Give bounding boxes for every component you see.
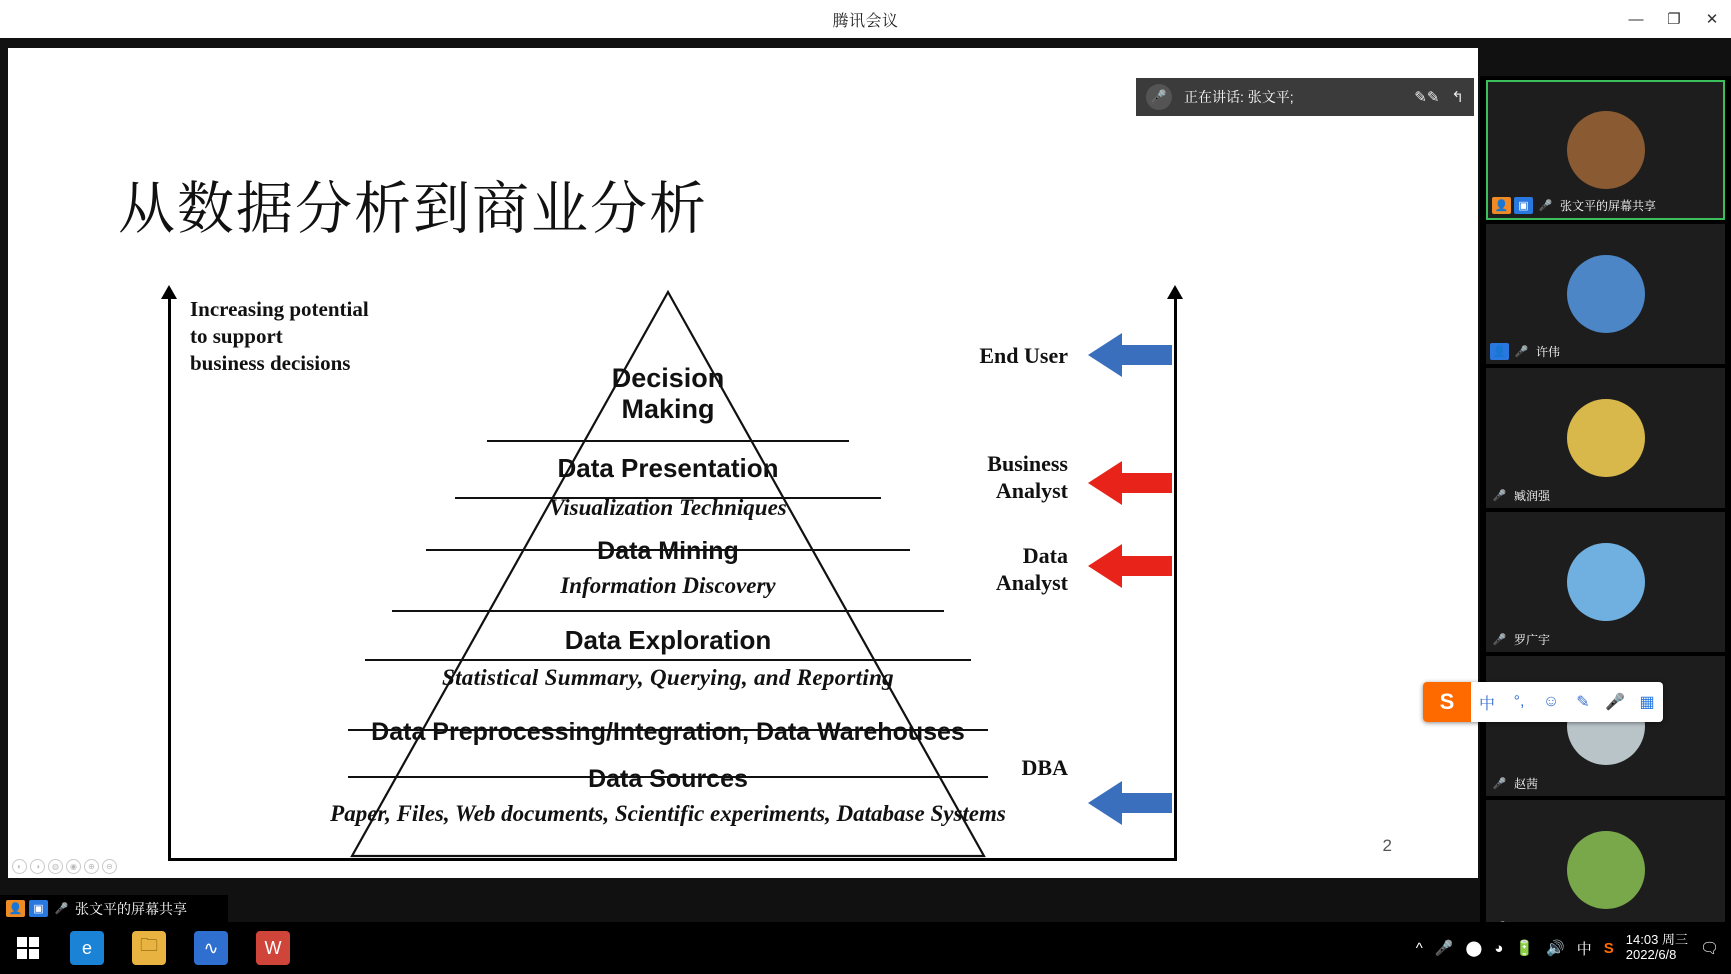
pyramid-diagram	[158, 288, 1338, 868]
arrow-end-user	[1088, 333, 1172, 377]
toolbar-icon-6[interactable]: ⊖	[102, 859, 117, 874]
level-6-subtitle: Paper, Files, Web documents, Scientific experiments, Database Systems	[330, 801, 1006, 826]
role-label-dba-line1: DBA	[1021, 755, 1068, 780]
window-controls	[1617, 0, 1731, 38]
participant-tile-4[interactable]	[1486, 656, 1725, 796]
shared-slide	[8, 48, 1478, 878]
tray-expand-icon[interactable]: ^	[1415, 939, 1423, 957]
participant-nameplate-0	[1492, 197, 1656, 214]
participant-tile-2[interactable]	[1486, 368, 1725, 508]
participant-name-3: 罗广宇	[1514, 633, 1551, 647]
toolbar-icon-5[interactable]: ⊕	[84, 859, 99, 874]
role-label-business-analyst-line2: Analyst	[995, 477, 1068, 503]
meeting-stage	[0, 38, 1731, 922]
participant-nameplate-3	[1490, 631, 1550, 648]
increasing-potential-note	[190, 296, 369, 377]
mic-icon[interactable]: 🎤	[1434, 940, 1454, 957]
edge-icon: e	[70, 931, 104, 965]
level-3-title: Data Mining	[597, 537, 739, 565]
speaking-label: 正在讲话: 张文平;	[1184, 89, 1294, 105]
participant-tile-1[interactable]	[1486, 224, 1725, 364]
taskbar-clock[interactable]	[1626, 933, 1688, 963]
sogou-tray-icon[interactable]: S	[1603, 939, 1614, 957]
level-3-subtitle: Information Discovery	[560, 573, 776, 598]
role-label-data-analyst-line2: Analyst	[995, 569, 1068, 595]
arrow-shaft-business-analyst	[1120, 473, 1172, 493]
left-axis-arrowhead	[161, 285, 177, 299]
participant-name-2: 臧润强	[1514, 489, 1551, 503]
toolbar-icon-2[interactable]: ◑	[30, 859, 45, 874]
taskbar-item-file-explorer[interactable]	[118, 922, 180, 974]
arrow-head-dba	[1088, 781, 1122, 825]
start-button[interactable]	[0, 922, 56, 974]
speaking-toast	[1136, 78, 1474, 116]
ime-toolbox-icon[interactable]: ▦	[1639, 694, 1655, 711]
participant-nameplate-1	[1490, 343, 1560, 360]
taskbar-item-wps[interactable]	[242, 922, 304, 974]
level-6-title: Data Sources	[588, 765, 748, 793]
window-titlebar	[0, 0, 1731, 38]
arrow-head-end-user	[1088, 333, 1122, 377]
arrow-business-analyst	[1088, 461, 1172, 505]
close-button[interactable]: ✕	[1705, 11, 1719, 28]
share-badge: ▣	[1514, 197, 1533, 214]
level-1-title-2: Making	[621, 394, 715, 424]
slide-page-number: 2	[1382, 836, 1392, 855]
share-bar-label: 张文平的屏幕共享	[75, 900, 187, 917]
avatar	[1567, 399, 1645, 477]
participant-nameplate-2	[1490, 487, 1550, 504]
role-label-business-analyst	[948, 451, 1068, 505]
maximize-button[interactable]: ❐	[1667, 11, 1681, 28]
avatar	[1567, 111, 1645, 189]
level-4-subtitle: Statistical Summary, Querying, and Reporting	[442, 665, 894, 690]
sogou-ime-bar[interactable]	[1423, 682, 1663, 722]
participant-tile-3[interactable]	[1486, 512, 1725, 652]
ime-language-toggle[interactable]: 中	[1478, 695, 1495, 713]
undo-icon[interactable]: ↰	[1451, 89, 1464, 106]
arrow-data-analyst	[1088, 544, 1172, 588]
level-2-title: Data Presentation	[557, 453, 779, 483]
role-label-data-analyst-line1: Data	[1022, 543, 1068, 568]
ime-handwriting-icon[interactable]: ✎	[1576, 694, 1590, 711]
clock-date: 2022/6/8	[1625, 947, 1677, 962]
host-badge: 👤	[6, 900, 25, 917]
level-1-title: Decision	[611, 363, 725, 393]
window-title: 腾讯会议	[832, 12, 899, 30]
mic-muted-badge: 🎤	[1492, 490, 1507, 502]
mic-badge: 🎤	[1538, 200, 1553, 212]
participant-tile-0[interactable]	[1486, 80, 1725, 220]
arrow-shaft-end-user	[1120, 345, 1172, 365]
slide-title: 从数据分析到商业分析	[118, 176, 708, 242]
update-icon[interactable]: ⬤	[1465, 940, 1483, 957]
participant-name-1: 许伟	[1536, 345, 1561, 359]
role-label-business-analyst-line1: Business	[987, 451, 1068, 476]
screen-share-bar	[0, 895, 228, 922]
level-2-subtitle: Visualization Techniques	[549, 495, 787, 520]
participant-nameplate-4	[1490, 775, 1538, 792]
level-5-title: Data Preprocessing/Integration, Data Warehouses	[371, 718, 965, 746]
role-label-end-user	[948, 343, 1068, 370]
host-badge: 👤	[1490, 343, 1509, 360]
mic-muted-badge: 🎤	[1492, 634, 1507, 646]
level-4-title: Data Exploration	[564, 625, 772, 655]
arrow-head-business-analyst	[1088, 461, 1122, 505]
pyramid-shape	[330, 288, 1006, 860]
windows-logo-icon	[17, 937, 39, 959]
avatar	[1567, 543, 1645, 621]
windows-taskbar	[0, 922, 1731, 974]
ime-voice-icon[interactable]: 🎤	[1605, 694, 1625, 711]
arrow-head-data-analyst	[1088, 544, 1122, 588]
taskbar-item-edge[interactable]	[56, 922, 118, 974]
toolbar-icon-1[interactable]: ◐	[12, 859, 27, 874]
notification-icon[interactable]: 🗨	[1699, 940, 1719, 957]
system-tray	[1416, 922, 1731, 974]
ime-punctuation-toggle[interactable]: °,	[1513, 693, 1525, 710]
participant-panel	[1480, 76, 1731, 960]
avatar	[1567, 831, 1645, 909]
toolbar-icon-3[interactable]: ◍	[48, 859, 63, 874]
toolbar-icon-4[interactable]: ◉	[66, 859, 81, 874]
host-badge: 👤	[1492, 197, 1511, 214]
note-line-2: to support	[190, 323, 283, 348]
arrow-dba	[1088, 781, 1172, 825]
mic-badge: 🎤	[54, 903, 69, 915]
sogou-logo-icon[interactable]: S	[1423, 682, 1471, 722]
right-axis-arrowhead	[1167, 285, 1183, 299]
mic-muted-badge: 🎤	[1492, 778, 1507, 790]
ime-indicator[interactable]: 中	[1576, 940, 1592, 958]
volume-icon[interactable]: 🔊	[1546, 940, 1565, 957]
arrow-shaft-dba	[1120, 793, 1172, 813]
arrow-shaft-data-analyst	[1120, 556, 1172, 576]
mic-badge: 🎤	[1514, 346, 1529, 358]
participant-name-4: 赵茜	[1514, 777, 1539, 791]
participant-name-0: 张文平的屏幕共享	[1560, 199, 1657, 213]
app-icon: ∿	[194, 931, 228, 965]
right-axis-line	[1174, 298, 1177, 858]
note-line-1: Increasing potential	[190, 297, 369, 321]
battery-icon[interactable]: 🔋	[1515, 940, 1535, 957]
share-badge: ▣	[29, 900, 48, 917]
ime-emoji-icon[interactable]: ☺	[1542, 693, 1560, 710]
slide-mini-toolbar[interactable]	[12, 859, 117, 874]
avatar	[1567, 255, 1645, 333]
mic-icon: 🎤	[1146, 84, 1172, 110]
participant-tile-5[interactable]	[1486, 800, 1725, 940]
minimize-button[interactable]: —	[1628, 10, 1644, 28]
wps-icon: W	[256, 931, 290, 965]
role-label-end-user-line1: End User	[979, 343, 1068, 368]
clock-time: 14:03 周三	[1625, 932, 1688, 948]
role-label-dba	[948, 755, 1068, 782]
annotate-icon[interactable]: ✎✎	[1414, 89, 1440, 106]
left-axis-line	[168, 298, 171, 858]
file-explorer-icon: 🗀	[132, 931, 166, 965]
taskbar-apps	[0, 922, 304, 974]
wifi-icon[interactable]: ◕	[1494, 939, 1504, 957]
taskbar-item-app[interactable]	[180, 922, 242, 974]
role-label-data-analyst	[948, 543, 1068, 597]
note-line-3: business decisions	[190, 350, 351, 375]
